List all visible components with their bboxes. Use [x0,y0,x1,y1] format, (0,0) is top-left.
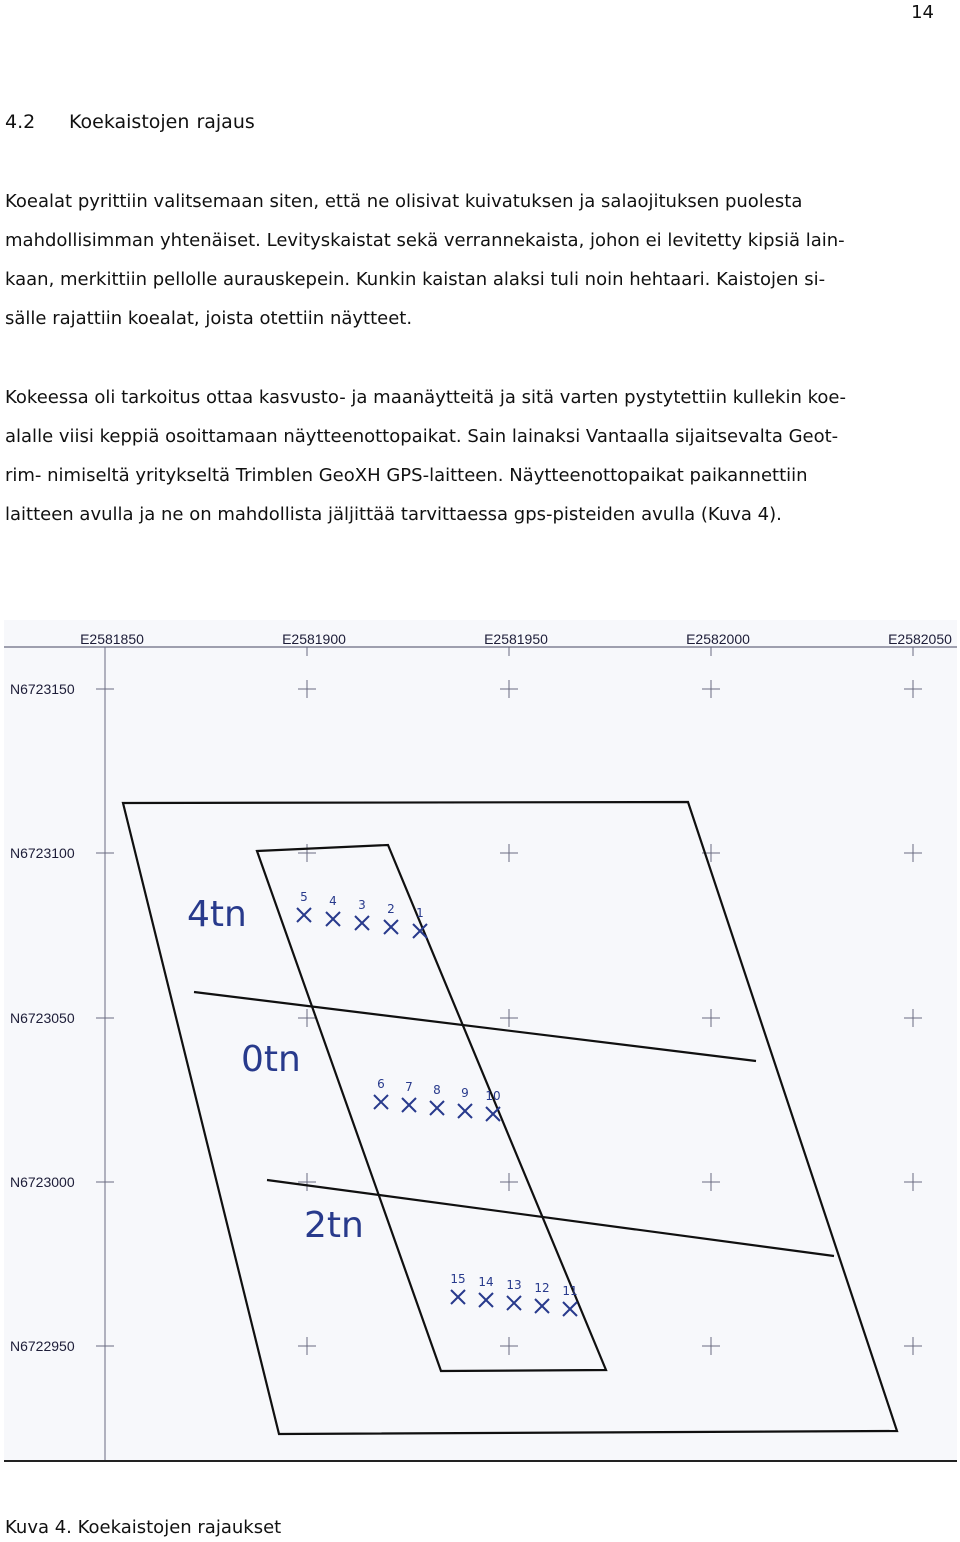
sample-point-number: 1 [416,906,424,920]
sample-point-number: 12 [534,1281,550,1295]
easting-label: E2581950 [484,631,548,647]
northing-label: N6723100 [10,845,75,861]
northing-label: N6723050 [10,1010,75,1026]
grid-cross [500,1173,518,1191]
sample-point-number: 10 [485,1089,501,1103]
paragraph-line: alalle viisi keppiä osoittamaan näytteenottopaikat. Sain lainaksi Vantaalla sijaitsevalta Geot- [5,426,839,447]
easting-label: E2582000 [686,631,750,647]
paragraph-line: kaan, merkittiin pellolle aurauskepein. Kunkin kaistan alaksi tuli noin hehtaari. Kaistojen si- [5,269,826,290]
sample-point-marker [562,1284,577,1316]
sample-area-outline [257,845,606,1371]
grid-cross [298,1173,316,1191]
grid-cross [904,1337,922,1355]
figure-divider [4,1460,957,1462]
sample-point-number: 13 [506,1278,522,1292]
grid-cross [96,844,114,862]
sample-point-number: 15 [450,1272,466,1286]
paragraph-line: Kokeessa oli tarkoitus ottaa kasvusto- ja maanäytteitä ja sitä varten pystytettiin kullekin koe- [5,387,846,408]
grid-cross [702,1009,720,1027]
sample-point-marker [485,1089,500,1121]
grid-cross [298,680,316,698]
sample-point-marker [326,894,340,926]
sample-point-number: 3 [358,898,366,912]
grid-cross [702,680,720,698]
grid-cross [904,1173,922,1191]
sample-point-number: 5 [300,890,308,904]
sample-point-marker [450,1272,465,1304]
grid-cross [702,1337,720,1355]
easting-label: E2581850 [80,631,144,647]
sample-point-number: 7 [405,1080,413,1094]
sample-point-number: 14 [478,1275,494,1289]
sample-point-number: 8 [433,1083,441,1097]
coordinate-labels [10,631,952,1354]
sample-point-number: 11 [562,1284,578,1298]
grid-cross [500,680,518,698]
handwritten-annotations [187,890,578,1316]
grid-cross [904,844,922,862]
coordinate-grid [4,647,957,1462]
grid-cross [96,1009,114,1027]
grid-cross [96,1337,114,1355]
sample-point-marker [506,1278,521,1310]
paragraph-line: Koealat pyrittiin valitsemaan siten, että ne olisivat kuivatuksen ja salaojituksen puolesta [5,191,803,212]
paragraph-line: sälle rajattiin koealat, joista otettiin näytteet. [5,308,413,329]
grid-cross [500,844,518,862]
sample-point-marker [430,1083,444,1115]
grid-cross [702,1173,720,1191]
northing-label: N6722950 [10,1338,75,1354]
northing-label: N6723150 [10,681,75,697]
grid-cross [96,680,114,698]
sample-point-marker [374,1077,388,1109]
paragraph-2 [5,378,950,534]
paragraph-line: mahdollisimman yhtenäiset. Levityskaistat sekä verrannekaista, johon ei levitetty kipsiä lain- [5,230,845,251]
paragraph-line: rim- nimiseltä yritykseltä Trimblen GeoXH GPS-laitteen. Näytteenottopaikat paikannettiin [5,465,808,486]
northing-label: N6723000 [10,1174,75,1190]
easting-label: E2581900 [282,631,346,647]
grid-cross [904,1009,922,1027]
field-map-figure [4,620,957,1462]
grid-cross [96,1173,114,1191]
sample-point-marker [478,1275,493,1307]
figure-caption: Kuva 4. Koekaistojen rajaukset [5,1517,282,1538]
section-number: 4.2 [5,111,36,133]
strip-label: 2tn [304,1205,364,1246]
sample-point-number: 2 [387,902,395,916]
sample-point-number: 9 [461,1086,469,1100]
grid-cross [500,1009,518,1027]
sample-point-marker [355,898,369,930]
strip-label: 0tn [241,1039,301,1080]
sample-point-marker [458,1086,472,1118]
sample-point-number: 4 [329,894,337,908]
section-title: Koekaistojen rajaus [69,111,255,133]
paragraph-1 [5,182,950,338]
sample-point-marker [402,1080,416,1112]
grid-cross [298,1337,316,1355]
grid-cross [904,680,922,698]
sample-point-marker [297,890,311,922]
sample-point-marker [384,902,398,934]
grid-cross [500,1337,518,1355]
page-number: 14 [911,2,934,23]
paragraph-line: laitteen avulla ja ne on mahdollista jäljittää tarvittaessa gps-pisteiden avulla (Kuva 4). [5,504,782,525]
field-map [4,620,957,1462]
sample-point-number: 6 [377,1077,385,1091]
grid-cross [298,844,316,862]
section-heading [5,111,255,133]
sample-point-marker [534,1281,549,1313]
strip-label: 4tn [187,894,247,935]
easting-label: E2582050 [888,631,952,647]
